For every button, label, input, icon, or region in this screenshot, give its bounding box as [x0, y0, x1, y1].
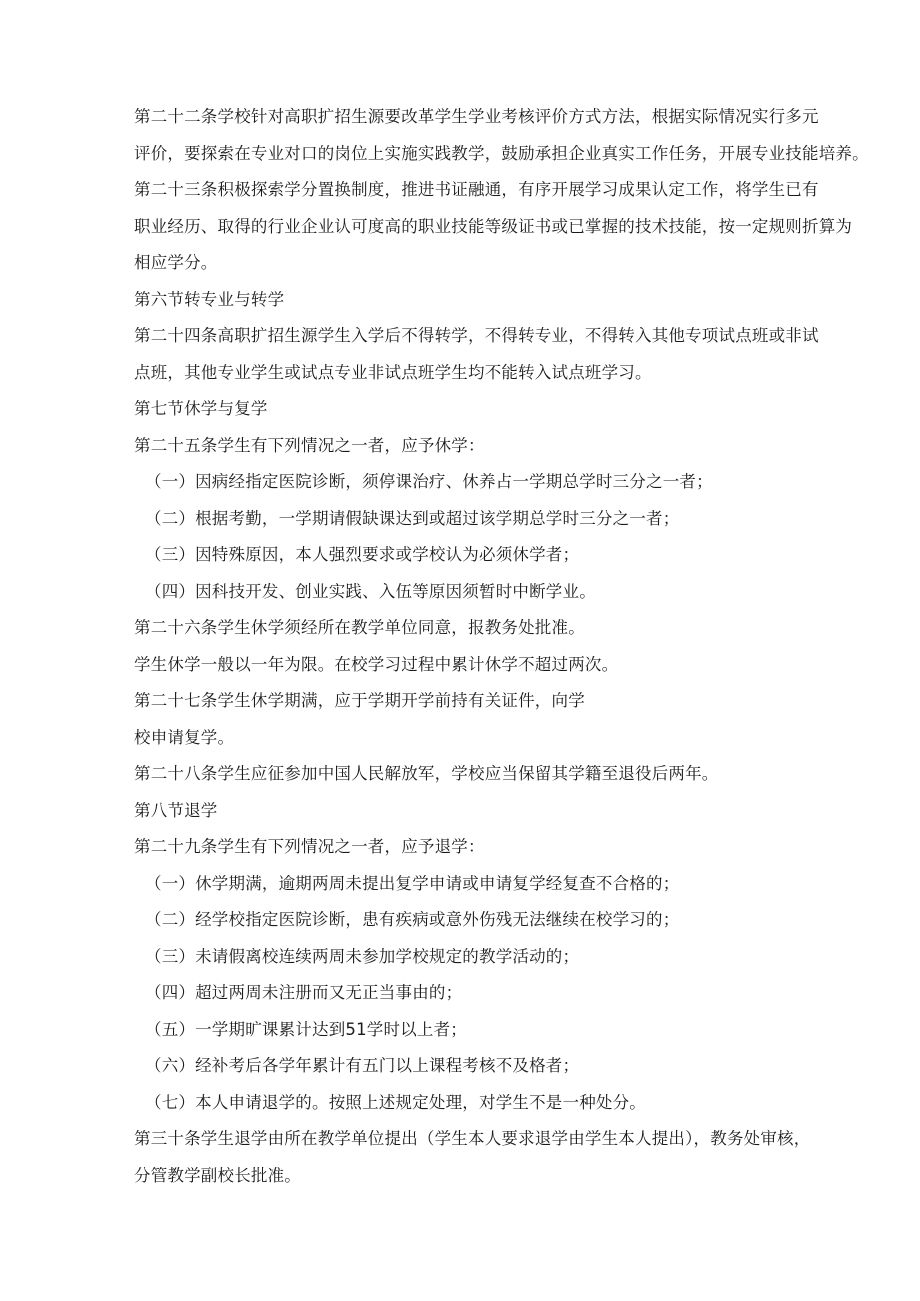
list-item: （六）经补考后各学年累计有五门以上课程考核不及格者； [145, 1056, 580, 1075]
text-line: 相应学分。 [134, 253, 218, 272]
list-item: （二）经学校指定医院诊断，患有疾病或意外伤残无法继续在校学习的； [145, 910, 680, 929]
list-item: （一）休学期满，逾期两周未提出复学申请或申请复学经复查不合格的； [145, 874, 680, 893]
section-heading: 第六节转专业与转学 [134, 290, 285, 309]
text-line: 评价，要探索在专业对口的岗位上实施实践教学，鼓励承担企业真实工作任务，开展专业技能培养。 [134, 144, 869, 163]
text-line: 第三十条学生退学由所在教学单位提出（学生本人要求退学由学生本人提出），教务处审核， [134, 1129, 811, 1148]
list-item: （四）超过两周未注册而又无正当事由的； [145, 983, 463, 1002]
text-line: 校申请复学。 [134, 728, 235, 747]
text-line: 第二十六条学生休学须经所在教学单位同意，报教务处批准。 [134, 618, 585, 637]
text-line: 第二十四条高职扩招生源学生入学后不得转学，不得转专业，不得转入其他专项试点班或非试 [134, 326, 819, 345]
list-item: （五）一学期旷课累计达到51学时以上者； [145, 1020, 467, 1039]
text-line: 第二十二条学校针对高职扩招生源要改革学生学业考核评价方式方法，根据实际情况实行多元 [134, 107, 819, 126]
list-item: （三）因特殊原因，本人强烈要求或学校认为必须休学者； [145, 545, 580, 564]
text-line: 点班，其他专业学生或试点专业非试点班学生均不能转入试点班学习。 [134, 363, 652, 382]
text-line: 第二十三条积极探索学分置换制度，推进书证融通，有序开展学习成果认定工作，将学生已有 [134, 180, 819, 199]
text-line: 第二十七条学生休学期满，应于学期开学前持有关证件，向学 [134, 691, 585, 710]
text-line: 学生休学一般以一年为限。在校学习过程中累计休学不超过两次。 [134, 655, 619, 674]
list-item: （七）本人申请退学的。按照上述规定处理，对学生不是一种处分。 [145, 1093, 646, 1112]
list-item: （一）因病经指定医院诊断，须停课治疗、休养占一学期总学时三分之一者； [145, 472, 713, 491]
section-heading: 第七节休学与复学 [134, 399, 268, 418]
text-line: 分管教学副校长批准。 [134, 1166, 301, 1185]
text-line: 职业经历、取得的行业企业认可度高的职业技能等级证书或已掌握的技术技能，按一定规则折算为 [134, 217, 853, 236]
list-item: （四）因科技开发、创业实践、入伍等原因须暂时中断学业。 [145, 582, 596, 601]
list-item: （二）根据考勤，一学期请假缺课达到或超过该学期总学时三分之一者； [145, 509, 680, 528]
section-heading: 第八节退学 [134, 801, 218, 820]
text-line: 第二十八条学生应征参加中国人民解放军，学校应当保留其学籍至退役后两年。 [134, 764, 719, 783]
text-line: 第二十五条学生有下列情况之一者，应予休学： [134, 436, 485, 455]
list-item: （三）未请假离校连续两周未参加学校规定的教学活动的； [145, 947, 580, 966]
text-line: 第二十九条学生有下列情况之一者，应予退学： [134, 837, 485, 856]
